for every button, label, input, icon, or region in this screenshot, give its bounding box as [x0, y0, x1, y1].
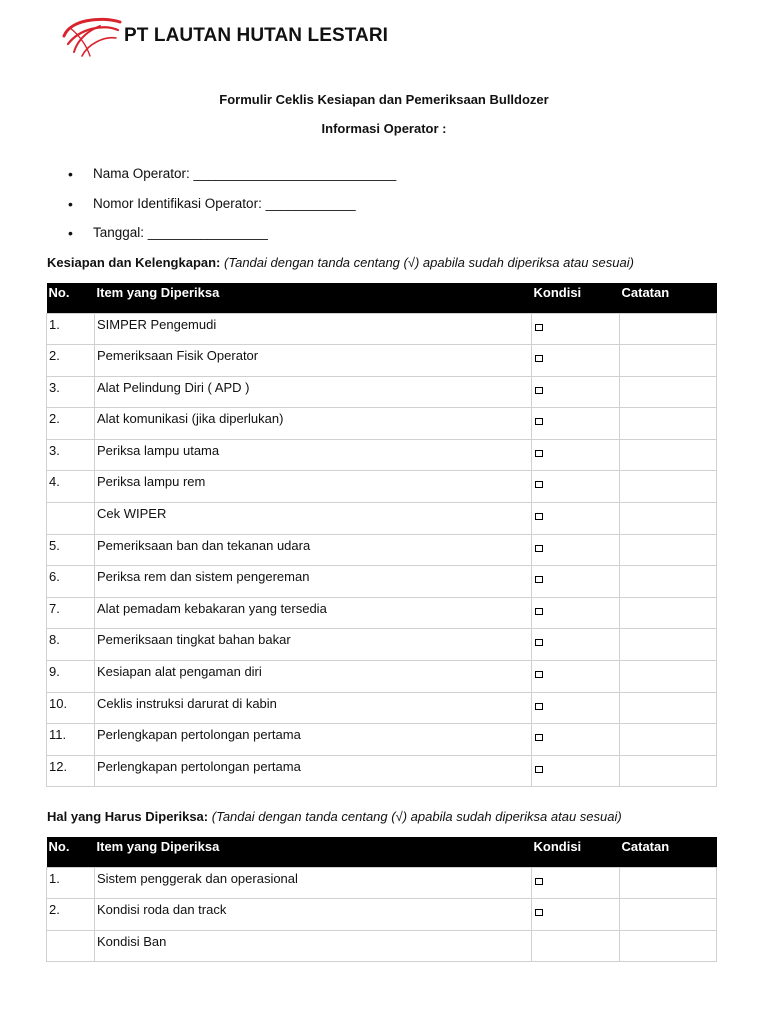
- row-condition: [532, 376, 620, 408]
- checkbox-icon[interactable]: [535, 734, 543, 741]
- row-notes[interactable]: [620, 439, 717, 471]
- row-condition: [532, 724, 620, 756]
- header-item: Item yang Diperiksa: [95, 837, 532, 867]
- row-number: 8.: [47, 629, 95, 661]
- readiness-checklist-table: [46, 283, 717, 787]
- row-notes[interactable]: [620, 724, 717, 756]
- date-field[interactable]: • Tanggal: ________________: [68, 225, 396, 255]
- table-row: [47, 566, 717, 598]
- section-inspection-heading: Hal yang Harus Diperiksa: (Tandai dengan tanda centang (√) apabila sudah diperiksa atau sesuai): [47, 809, 622, 824]
- checkbox-icon[interactable]: [535, 387, 543, 394]
- checkbox-icon[interactable]: [535, 576, 543, 583]
- operator-id-field[interactable]: • Nomor Identifikasi Operator: ____________: [68, 196, 396, 226]
- row-condition: [532, 313, 620, 345]
- table-row: [47, 439, 717, 471]
- row-item: Alat pemadam kebakaran yang tersedia: [95, 597, 532, 629]
- row-notes[interactable]: [620, 566, 717, 598]
- row-notes[interactable]: [620, 629, 717, 661]
- row-notes[interactable]: [620, 408, 717, 440]
- row-notes[interactable]: [620, 471, 717, 503]
- row-item: Pemeriksaan ban dan tekanan udara: [95, 534, 532, 566]
- row-item: Periksa lampu rem: [95, 471, 532, 503]
- table-row: [47, 313, 717, 345]
- row-notes[interactable]: [620, 930, 717, 962]
- row-notes[interactable]: [620, 534, 717, 566]
- checkbox-icon[interactable]: [535, 324, 543, 331]
- header-no: No.: [47, 283, 95, 313]
- row-item: Sistem penggerak dan operasional: [95, 867, 532, 899]
- checkbox-icon[interactable]: [535, 545, 543, 552]
- row-condition: [532, 692, 620, 724]
- row-number: 3.: [47, 376, 95, 408]
- row-item: Kesiapan alat pengaman diri: [95, 661, 532, 693]
- table-row: [47, 692, 717, 724]
- inspection-checklist-table: [46, 837, 717, 962]
- row-notes[interactable]: [620, 313, 717, 345]
- row-number: [47, 503, 95, 535]
- row-item: Pemeriksaan tingkat bahan bakar: [95, 629, 532, 661]
- row-notes[interactable]: [620, 692, 717, 724]
- header-notes: Catatan: [620, 837, 717, 867]
- row-condition: [532, 867, 620, 899]
- row-condition: [532, 439, 620, 471]
- row-number: 1.: [47, 867, 95, 899]
- row-notes[interactable]: [620, 755, 717, 787]
- checkbox-icon[interactable]: [535, 418, 543, 425]
- row-condition: [532, 755, 620, 787]
- checkbox-icon[interactable]: [535, 481, 543, 488]
- company-logo-icon: [60, 14, 122, 58]
- table-row: [47, 471, 717, 503]
- row-item: Pemeriksaan Fisik Operator: [95, 345, 532, 377]
- header-notes: Catatan: [620, 283, 717, 313]
- row-item: Perlengkapan pertolongan pertama: [95, 724, 532, 756]
- row-condition: [532, 471, 620, 503]
- checkbox-icon[interactable]: [535, 639, 543, 646]
- checkbox-icon[interactable]: [535, 513, 543, 520]
- table-row: [47, 376, 717, 408]
- checkbox-icon[interactable]: [535, 450, 543, 457]
- row-item: Ceklis instruksi darurat di kabin: [95, 692, 532, 724]
- row-notes[interactable]: [620, 503, 717, 535]
- row-item: Periksa rem dan sistem pengereman: [95, 566, 532, 598]
- row-number: 2.: [47, 345, 95, 377]
- checkbox-icon[interactable]: [535, 878, 543, 885]
- header-no: No.: [47, 837, 95, 867]
- row-number: 10.: [47, 692, 95, 724]
- table-header-row: [47, 837, 717, 867]
- table-row: [47, 899, 717, 931]
- row-condition: [532, 345, 620, 377]
- row-condition: [532, 534, 620, 566]
- table-row: [47, 503, 717, 535]
- row-item: Perlengkapan pertolongan pertama: [95, 755, 532, 787]
- table-row: [47, 345, 717, 377]
- table-row: [47, 755, 717, 787]
- row-notes[interactable]: [620, 899, 717, 931]
- checkbox-icon[interactable]: [535, 703, 543, 710]
- row-number: [47, 930, 95, 962]
- operator-name-field[interactable]: • Nama Operator: ___________________________: [68, 166, 396, 196]
- row-number: 11.: [47, 724, 95, 756]
- row-condition: [532, 661, 620, 693]
- row-condition: [532, 408, 620, 440]
- table-row: [47, 629, 717, 661]
- checkbox-icon[interactable]: [535, 909, 543, 916]
- row-item: Kondisi roda dan track: [95, 899, 532, 931]
- table-row: [47, 661, 717, 693]
- row-condition: [532, 629, 620, 661]
- operator-info-list: [68, 166, 396, 255]
- row-number: 1.: [47, 313, 95, 345]
- row-condition: [532, 930, 620, 962]
- table-row: [47, 724, 717, 756]
- form-subtitle: Informasi Operator :: [321, 121, 447, 136]
- checkbox-icon[interactable]: [535, 766, 543, 773]
- row-number: 9.: [47, 661, 95, 693]
- row-item: Periksa lampu utama: [95, 439, 532, 471]
- row-number: 2.: [47, 899, 95, 931]
- row-notes[interactable]: [620, 597, 717, 629]
- document-header: [60, 14, 388, 58]
- row-condition: [532, 566, 620, 598]
- row-number: 4.: [47, 471, 95, 503]
- row-number: 6.: [47, 566, 95, 598]
- table-header-row: [47, 283, 717, 313]
- header-condition: Kondisi: [532, 283, 620, 313]
- row-notes[interactable]: [620, 345, 717, 377]
- checkbox-icon[interactable]: [535, 608, 543, 615]
- header-condition: Kondisi: [532, 837, 620, 867]
- bullet-icon: •: [68, 225, 73, 241]
- table-row: [47, 597, 717, 629]
- row-number: 2.: [47, 408, 95, 440]
- row-condition: [532, 503, 620, 535]
- row-number: 12.: [47, 755, 95, 787]
- bullet-icon: •: [68, 195, 73, 212]
- section-readiness-heading: Kesiapan dan Kelengkapan: (Tandai dengan tanda centang (√) apabila sudah diperiksa atau sesuai): [47, 255, 634, 270]
- row-item: Kondisi Ban: [95, 930, 532, 962]
- row-condition: [532, 597, 620, 629]
- header-item: Item yang Diperiksa: [95, 283, 532, 313]
- table-row: [47, 534, 717, 566]
- row-notes[interactable]: [620, 867, 717, 899]
- row-item: Alat Pelindung Diri ( APD ): [95, 376, 532, 408]
- checkbox-icon[interactable]: [535, 671, 543, 678]
- row-item: SIMPER Pengemudi: [95, 313, 532, 345]
- form-title: Formulir Ceklis Kesiapan dan Pemeriksaan Bulldozer: [219, 92, 549, 107]
- company-name: PT LAUTAN HUTAN LESTARI: [124, 25, 389, 46]
- table-row: [47, 867, 717, 899]
- table-row: [47, 930, 717, 962]
- table-row: [47, 408, 717, 440]
- checkbox-icon[interactable]: [535, 355, 543, 362]
- row-item: Cek WIPER: [95, 503, 532, 535]
- row-condition: [532, 899, 620, 931]
- row-number: 7.: [47, 597, 95, 629]
- row-notes[interactable]: [620, 661, 717, 693]
- row-item: Alat komunikasi (jika diperlukan): [95, 408, 532, 440]
- bullet-icon: •: [68, 166, 73, 182]
- row-notes[interactable]: [620, 376, 717, 408]
- row-number: 5.: [47, 534, 95, 566]
- row-number: 3.: [47, 439, 95, 471]
